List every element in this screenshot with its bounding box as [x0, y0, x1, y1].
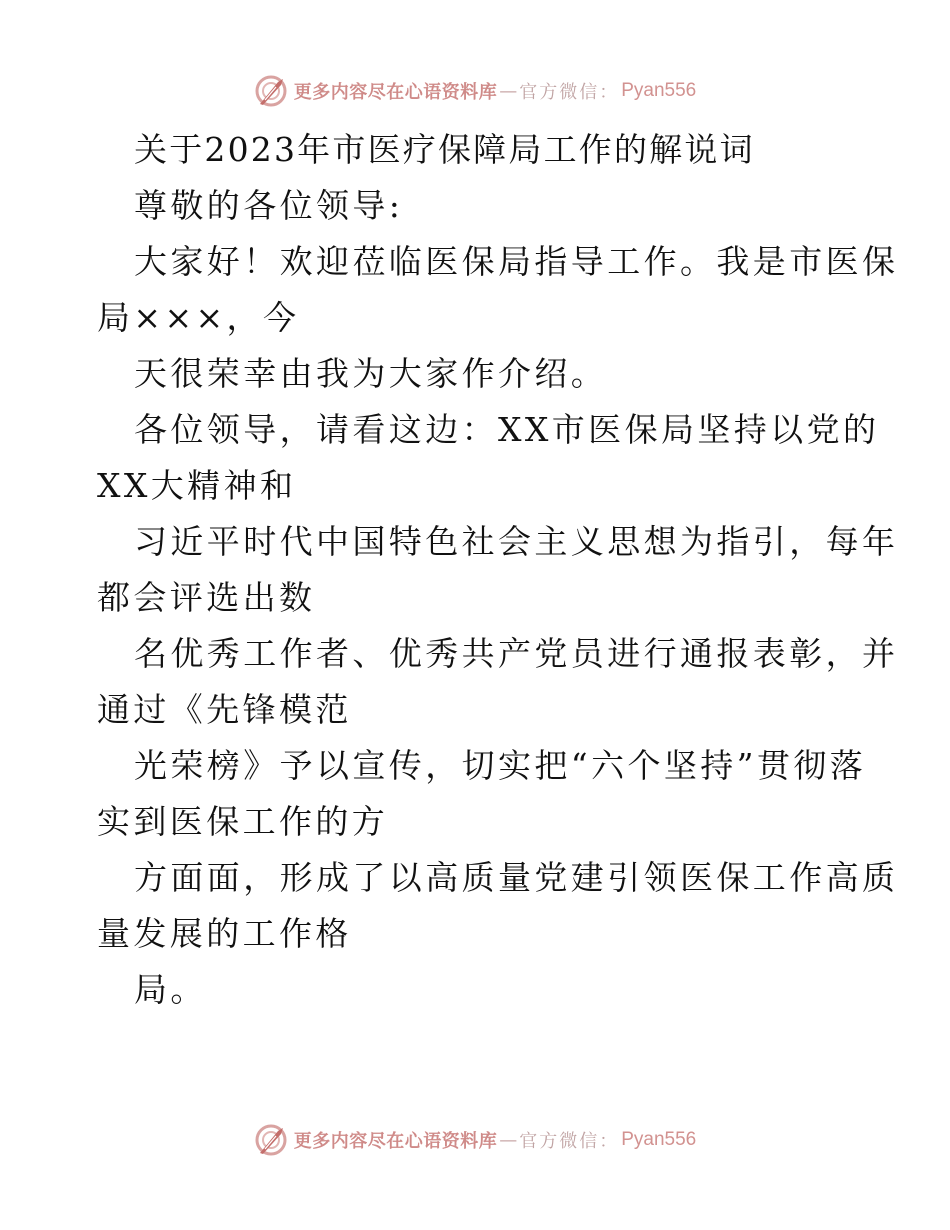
salutation: 尊敬的各位领导:	[134, 186, 404, 225]
paragraph-line: 实到医保工作的方	[97, 802, 389, 841]
quill-logo-icon	[254, 1123, 288, 1157]
paragraph-line: 方面面，形成了以高质量党建引领医保工作高质	[134, 858, 899, 897]
paragraph-line: 局。	[134, 970, 207, 1009]
paragraph-line: 量发展的工作格	[97, 914, 352, 953]
header-wechat-id: Pyan556	[621, 80, 697, 101]
paragraph-line: 都会评选出数	[97, 578, 316, 617]
paragraph-line: 光荣榜》予以宣传，切实把“六个坚持”贯彻落	[134, 746, 867, 785]
header-wechat-label: 官方微信：	[519, 82, 620, 103]
quill-logo-icon	[254, 74, 288, 108]
footer-separator: —	[499, 1129, 518, 1151]
paragraph-line: 各位领导，请看这边：XX市医保局坚持以党的	[134, 410, 880, 449]
paragraph-line: 习近平时代中国特色社会主义思想为指引，每年	[134, 522, 899, 561]
paragraph-line: 天很荣幸由我为大家作介绍。	[134, 354, 608, 393]
header-promo-text: 更多内容尽在心语资料库	[293, 82, 498, 103]
paragraph-line: 大家好！欢迎莅临医保局指导工作。我是市医保	[134, 242, 899, 281]
footer-wechat-id: Pyan556	[621, 1129, 697, 1150]
footer-wechat-label: 官方微信：	[519, 1131, 620, 1152]
paragraph-line: 名优秀工作者、优秀共产党员进行通报表彰，并	[134, 634, 899, 673]
paragraph-line: XX大精神和	[97, 466, 297, 505]
header-banner	[0, 71, 950, 111]
footer-promo-text: 更多内容尽在心语资料库	[293, 1131, 498, 1152]
paragraph-line: 通过《先锋模范	[97, 690, 352, 729]
document-body	[97, 122, 899, 1018]
paragraph-line: 局×××，今	[97, 298, 300, 337]
header-separator: —	[499, 80, 518, 102]
footer-banner	[0, 1120, 950, 1160]
document-title: 关于2023年市医疗保障局工作的解说词	[134, 130, 755, 169]
